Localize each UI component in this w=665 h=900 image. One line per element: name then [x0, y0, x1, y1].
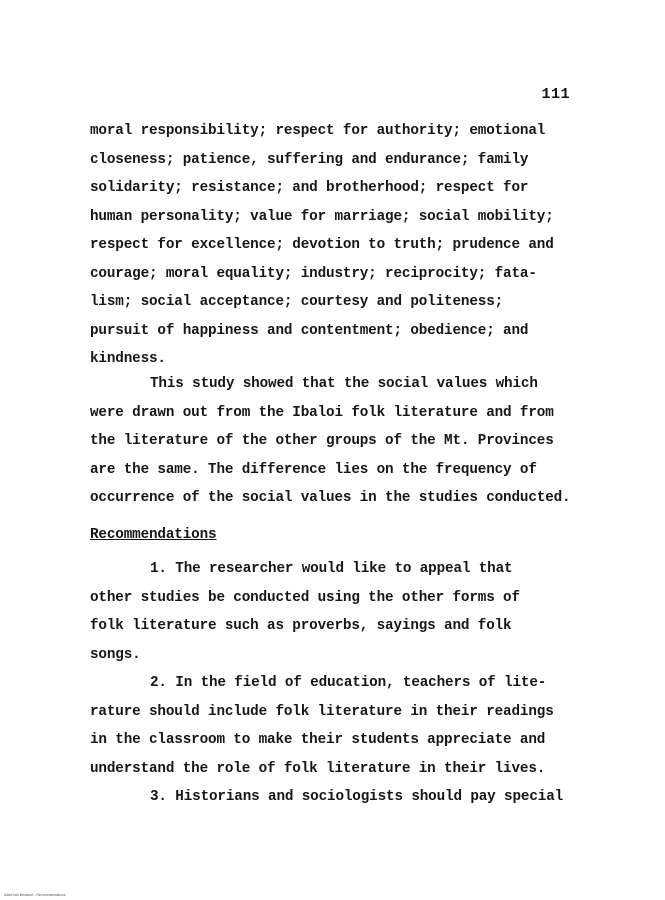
text-line: are the same. The difference lies on the frequency of — [90, 461, 537, 478]
text-line: in the classroom to make their students appreciate and — [90, 732, 546, 748]
text-line: kindness. — [90, 351, 166, 367]
text-line: the literature of the other groups of the Mt. Provinces — [90, 433, 554, 449]
findings-paragraph — [90, 370, 595, 513]
recommendation-item-2: 2. In the field of education, teachers of lite- — [150, 675, 547, 691]
text-line: This study showed that the social values which — [150, 376, 538, 392]
text-line: lism; social acceptance; courtesy and politeness; — [90, 294, 504, 310]
recommendation-item-1: 1. The researcher would like to appeal that — [150, 561, 513, 577]
text-line: were drawn out from the Ibaloi folk literature and from — [90, 404, 554, 421]
text-line: occurrence of the social values in the studies conducted. — [90, 490, 571, 506]
text-line: human personality; value for marriage; social mobility; — [90, 208, 554, 225]
text-line: pursuit of happiness and contentment; obedience; and — [90, 322, 529, 339]
page-number: 111 — [541, 86, 570, 103]
text-line: songs. — [90, 646, 141, 663]
text-line: respect for excellence; devotion to truth; prudence and — [90, 237, 554, 253]
text-line: solidarity; resistance; and brotherhood; respect for — [90, 180, 529, 196]
text-line: rature should include folk literature in their readings — [90, 703, 554, 720]
text-line: closeness; patience, suffering and endurance; family — [90, 151, 529, 168]
text-line: understand the role of folk literature in their lives. — [90, 760, 546, 777]
recommendation-item-3: 3. Historians and sociologists should pay special — [150, 789, 564, 805]
text-line: moral responsibility; respect for authority; emotional — [90, 123, 546, 139]
text-line: other studies be conducted using the other forms of — [90, 589, 520, 606]
scan-footer: Ibaloi folk literature - Recommendations — [4, 893, 66, 897]
text-line: folk literature such as proverbs, sayings and folk — [90, 618, 512, 634]
recommendations-heading: Recommendations — [90, 527, 217, 543]
text-line: courage; moral equality; industry; reciprocity; fata- — [90, 265, 537, 282]
values-paragraph — [90, 117, 595, 374]
recommendations-list — [90, 555, 595, 812]
